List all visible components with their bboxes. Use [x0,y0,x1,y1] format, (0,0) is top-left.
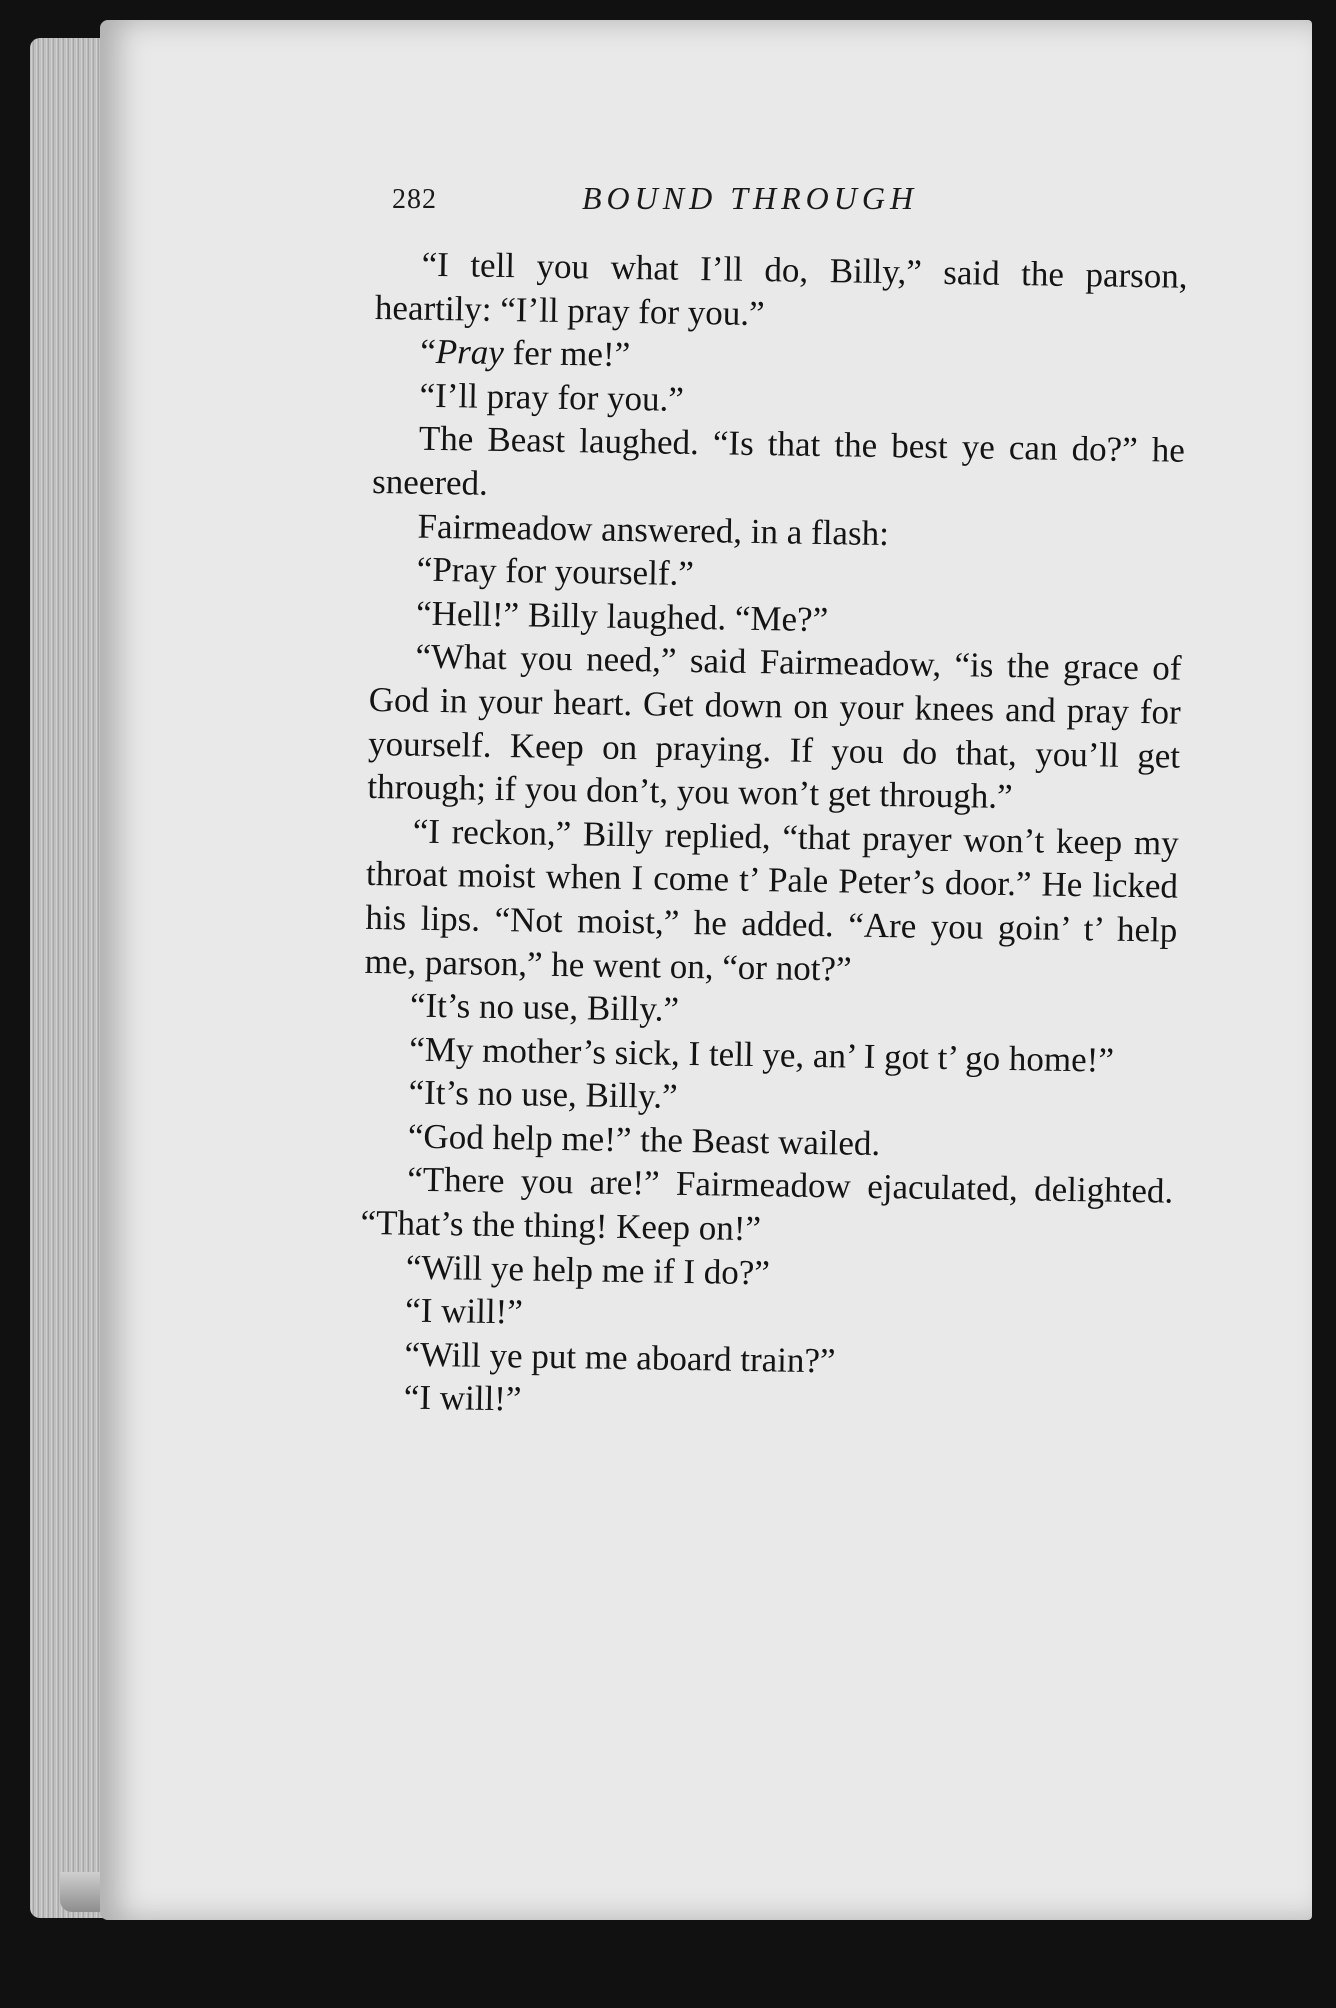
paragraph [367,634,1182,821]
text-run: “I reckon,” Billy replied, “that prayer won’t keep my throat moist when I come t’ Pale Peter’s door.” He licked his lips. “Not moist,” he added. “Are you goin’ t’ help me, parson,” he went on, “or not?” [364,811,1179,989]
paragraph [364,809,1179,996]
text-run: “It’s no use, Billy.” [408,1072,678,1117]
italic-text: Pray [435,332,505,373]
text-run: fer me!” [503,333,631,375]
text-run: “What you need,” said Fairmeadow, “is the grace of God in your heart. Get down on your knees and pray for yourself. Keep on praying. If you do that, you’ll get through; if you don’t, you won’t get through.” [367,637,1182,817]
text-run: Fairmeadow answered, in a flash: [417,506,890,553]
text-run: “It’s no use, Billy.” [409,985,680,1029]
text-run: “There you are!” Fairmeadow ejaculated, delighted. “That’s the thing! Keep on!” [360,1160,1174,1249]
text-run: “Will ye help me if I do?” [405,1247,771,1292]
text-run: “Pray for yourself.” [416,549,695,594]
text-run: The Beast laughed. “Is that the best ye can do?” he sneered. [371,419,1186,503]
running-head: BOUND THROUGH [582,180,919,216]
text-run: “I will!” [403,1378,522,1419]
text-run: “ [419,331,437,372]
body-text [358,242,1188,1432]
text-run: “I will!” [404,1290,524,1332]
page-number: 282 [392,184,437,215]
text-run: “Hell!” Billy laughed. “Me?” [415,593,829,639]
paragraph [372,416,1185,516]
text-run: “Will ye put me aboard train?” [404,1334,836,1381]
paragraph [360,1157,1173,1257]
paragraph [375,242,1188,342]
text-run: “I’ll pray for you.” [419,375,685,419]
text-run: “I tell you what I’ll do, Billy,” said the parson, heartily: “I’ll pray for you.” [374,244,1188,333]
text-run: “God help me!” the Beast wailed. [407,1116,881,1163]
page-header [392,180,1012,230]
text-run: “My mother’s sick, I tell ye, an’ I got t’ go home!” [409,1029,1115,1080]
